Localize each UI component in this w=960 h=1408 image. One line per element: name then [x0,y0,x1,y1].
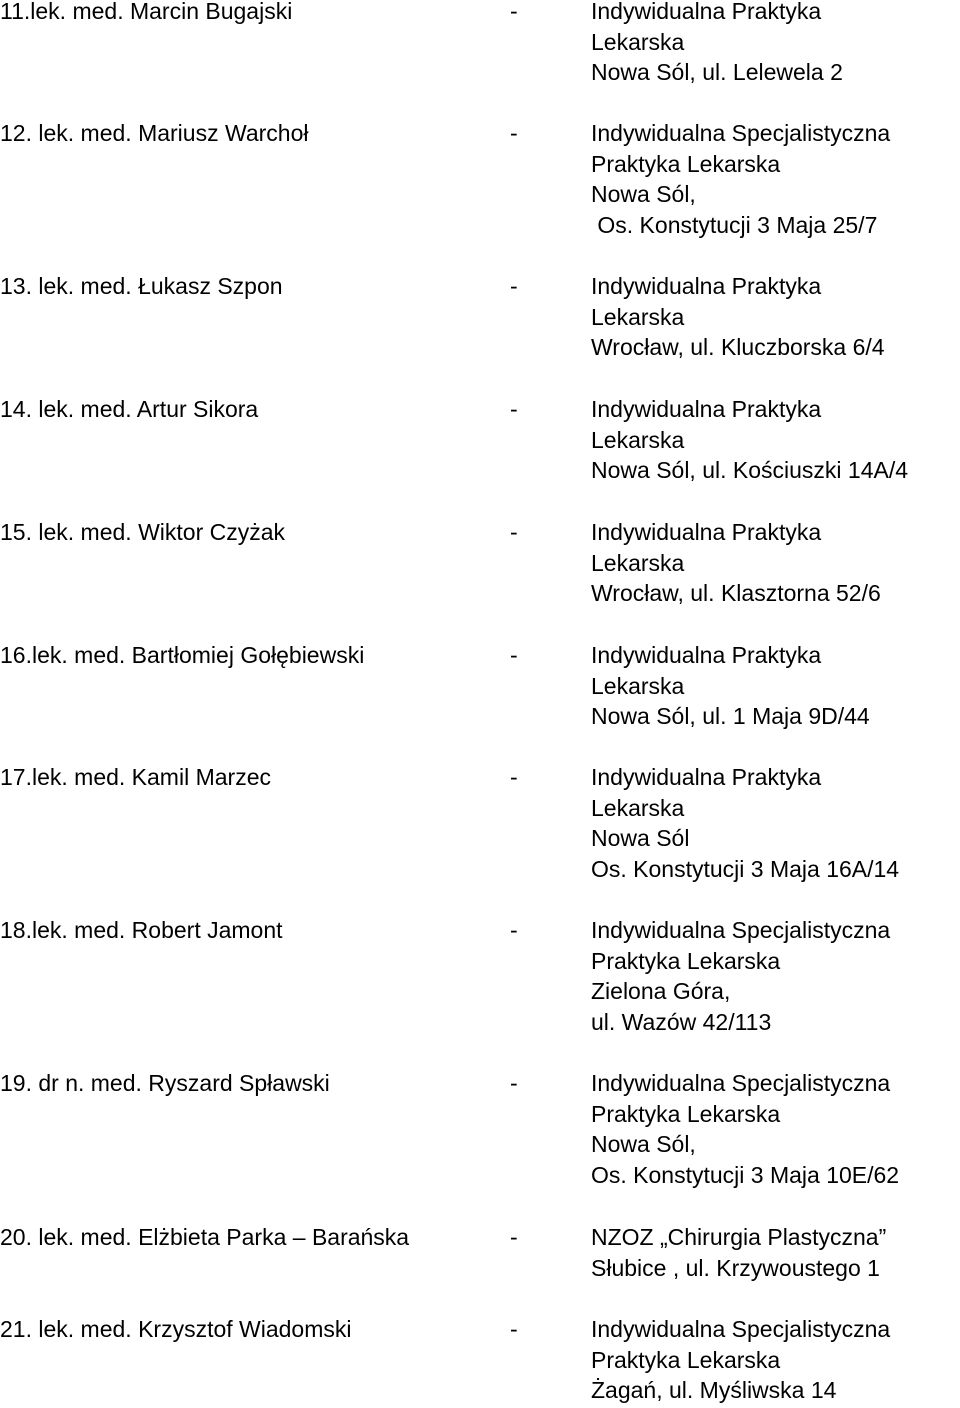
practice-details [591,118,890,240]
practice-type-cont: Praktyka Lekarska [591,150,781,177]
practitioner-name: 11.lek. med. Marcin Bugajski [0,0,293,24]
separator-dash: - [510,764,518,790]
practice-address: Słubice , ul. Krzywoustego 1 [591,1254,880,1281]
practice-type-cont: Lekarska [591,303,685,330]
practice-type: Indywidualna Specjalistyczna [591,1070,891,1096]
practitioner-name: 12. lek. med. Mariusz Warchoł [0,120,309,146]
separator-dash: - [510,120,518,146]
practice-type: Indywidualna Praktyka [591,764,822,790]
practice-type: NZOZ „Chirurgia Plastyczna” [591,1224,887,1250]
separator-dash: - [510,917,518,943]
separator-dash: - [510,1070,518,1096]
practice-city: Nowa Sól, [591,1131,696,1158]
separator-dash: - [510,1316,518,1342]
practice-address: Nowa Sól, ul. Lelewela 2 [591,59,843,86]
practice-type: Indywidualna Praktyka [591,642,822,668]
separator-dash: - [510,396,518,422]
practice-type: Indywidualna Specjalistyczna [591,1316,891,1342]
practice-address: Nowa Sól, ul. 1 Maja 9D/44 [591,703,870,730]
practice-address: ul. Wazów 42/113 [591,1008,772,1035]
practice-details [591,1222,886,1283]
practitioner-name: 14. lek. med. Artur Sikora [0,396,259,422]
practitioner-name: 19. dr n. med. Ryszard Spławski [0,1070,330,1096]
practice-type: Indywidualna Praktyka [591,0,822,24]
practice-address: Żagań, ul. Myśliwska 14 [591,1377,837,1404]
practice-address: Os. Konstytucji 3 Maja 10E/62 [591,1161,900,1188]
practitioner-name: 17.lek. med. Kamil Marzec [0,764,271,790]
practice-type-cont: Lekarska [591,794,685,821]
practice-type-cont: Praktyka Lekarska [591,1346,781,1373]
practice-details [591,0,843,88]
practice-type: Indywidualna Specjalistyczna [591,120,891,146]
practice-details [591,640,870,732]
practice-type-cont: Lekarska [591,549,685,576]
practitioner-name: 18.lek. med. Robert Jamont [0,917,283,943]
practitioner-name: 21. lek. med. Krzysztof Wiadomski [0,1316,352,1342]
practice-details [591,915,890,1037]
separator-dash: - [510,1224,518,1250]
practice-type: Indywidualna Praktyka [591,396,822,422]
practice-city: Nowa Sól, [591,181,696,208]
practitioner-name: 13. lek. med. Łukasz Szpon [0,273,283,299]
practitioner-name: 16.lek. med. Bartłomiej Gołębiewski [0,642,365,668]
practice-type: Indywidualna Praktyka [591,273,822,299]
practice-details [591,271,885,363]
practice-type-cont: Lekarska [591,426,685,453]
separator-dash: - [510,0,518,24]
practice-type: Indywidualna Specjalistyczna [591,917,891,943]
practice-address: Os. Konstytucji 3 Maja 16A/14 [591,855,900,882]
practice-details [591,1314,890,1406]
practice-type-cont: Praktyka Lekarska [591,947,781,974]
practitioner-name: 20. lek. med. Elżbieta Parka – Barańska [0,1224,410,1250]
separator-dash: - [510,519,518,545]
practice-details [591,517,881,609]
practice-type-cont: Lekarska [591,672,685,699]
separator-dash: - [510,273,518,299]
practice-city: Zielona Góra, [591,978,731,1005]
practice-address: Wrocław, ul. Kluczborska 6/4 [591,334,885,361]
separator-dash: - [510,642,518,668]
practice-type-cont: Lekarska [591,28,685,55]
practice-details [591,394,908,486]
practice-type: Indywidualna Praktyka [591,519,822,545]
practice-details [591,762,899,884]
practitioner-name: 15. lek. med. Wiktor Czyżak [0,519,286,545]
practice-city: Nowa Sól [591,825,690,852]
practice-type-cont: Praktyka Lekarska [591,1100,781,1127]
practice-address: Os. Konstytucji 3 Maja 25/7 [591,211,878,238]
practice-address: Nowa Sól, ul. Kościuszki 14A/4 [591,457,909,484]
practice-details [591,1068,899,1190]
practice-address: Wrocław, ul. Klasztorna 52/6 [591,580,881,607]
